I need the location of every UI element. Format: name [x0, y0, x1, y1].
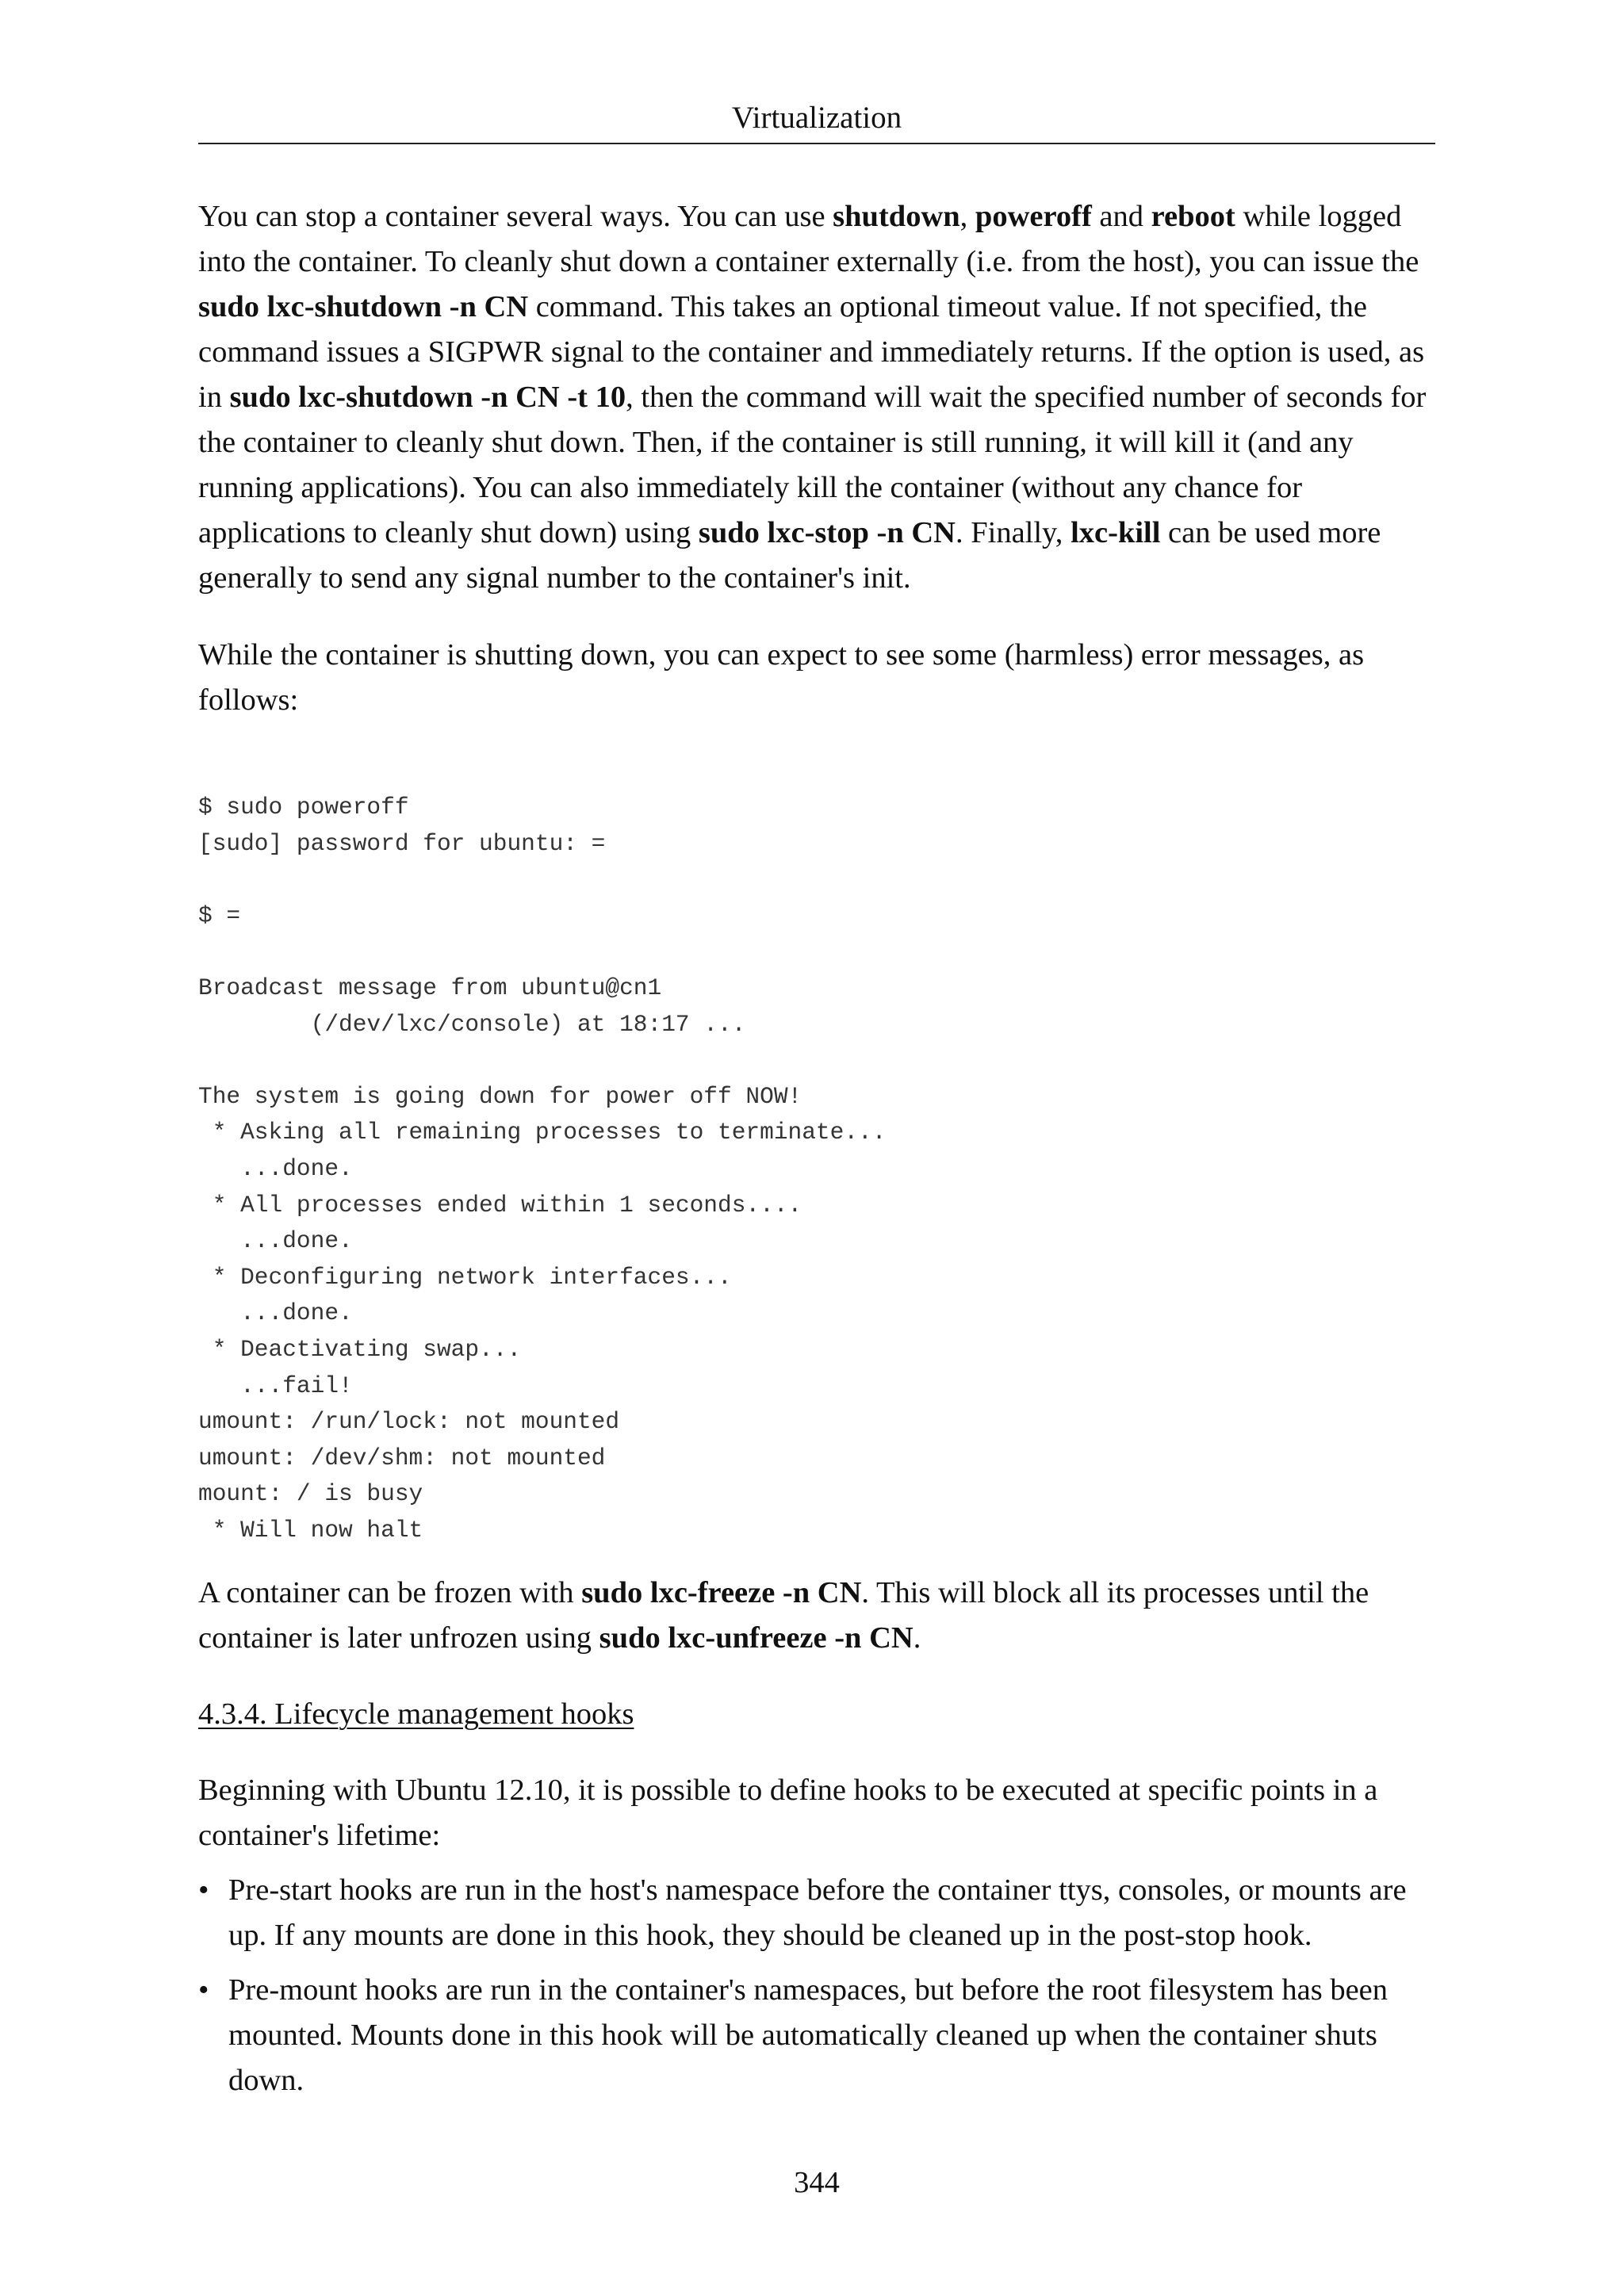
bold-command-lxc-stop: sudo lxc-stop -n CN — [698, 516, 956, 549]
text-run: . This will block all its processes until the container is later unfrozen using — [198, 1576, 1369, 1655]
list-item-text: Pre-mount hooks are run in the container's namespaces, but before the root filesystem has been mounted. Mounts done in this hook will be automatically cleaned up when the container shuts down. — [228, 1973, 1388, 2098]
text-run: . — [913, 1621, 921, 1655]
spacer — [198, 1548, 1435, 1571]
bold-term-reboot: reboot — [1151, 200, 1235, 233]
bullet-marker: • — [198, 1973, 209, 2007]
text-run: can be used more generally to send any signal number to the container's init. — [198, 516, 1381, 595]
bold-command-lxc-shutdown: sudo lxc-shutdown -n CN — [198, 290, 529, 323]
paragraph-shutdown-messages: While the container is shutting down, you can expect to see some (harmless) error messages, as follows: — [198, 638, 1365, 717]
document-page — [198, 0, 1435, 2296]
bold-term-poweroff: poweroff — [975, 200, 1092, 233]
text-run: , — [959, 200, 975, 233]
text-run: and — [1091, 200, 1151, 233]
paragraph-stopping-container — [198, 194, 1435, 601]
text-run: You can stop a container several ways. You can use — [198, 200, 833, 233]
bold-command-lxc-kill: lxc-kill — [1071, 516, 1161, 549]
list-item — [198, 1868, 1435, 1958]
bold-command-lxc-unfreeze: sudo lxc-unfreeze -n CN — [599, 1621, 914, 1655]
spacer — [198, 1661, 1435, 1692]
page-content — [198, 194, 1435, 2103]
bold-command-lxc-freeze: sudo lxc-freeze -n CN — [581, 1576, 862, 1610]
bullet-marker: • — [198, 1873, 209, 1908]
text-run: while logged into the container. To cleanly shut down a container externally (i.e. from the host), you can issue the — [198, 200, 1419, 278]
spacer — [198, 601, 1435, 633]
text-run: . Finally, — [955, 516, 1071, 549]
running-header: Virtualization — [731, 101, 902, 135]
list-item-text: Pre-start hooks are run in the host's namespace before the container ttys, consoles, or mounts are up. If any mounts are done in this hook, they should be cleaned up in the post-stop hook. — [228, 1873, 1407, 1953]
paragraph-freeze — [198, 1571, 1435, 1661]
text-run: command. This takes an optional timeout value. If not specified, the command issues a SIGPWR signal to the container and immediately returns. If the option is used, as in — [198, 290, 1425, 414]
spacer — [198, 1737, 1435, 1768]
page-number: 344 — [794, 2166, 840, 2199]
bold-term-shutdown: shutdown — [833, 200, 960, 233]
paragraph-hooks-intro: Beginning with Ubuntu 12.10, it is possible to define hooks to be executed at specific points in a container's lifetime: — [198, 1774, 1378, 1853]
text-run: , then the command will wait the specified number of seconds for the container to cleanly shut down. Then, if the container is still running, it will kill it (and any running applications). You can also immediately kill the container (without any chance for applications to cleanly shut down) using — [198, 381, 1427, 549]
code-block-poweroff-output: $ sudo poweroff [sudo] password for ubuntu: = $ = Broadcast message from ubuntu@cn1 (/dev/lxc/console) at 18:17 ... The system is going down for power off NOW! * Asking all remaining processes to terminate... ...done. * All processes ended within 1 seconds.... ...done. * Deconfiguring network interfaces... ...done. * Deactivating swap... ...fail! umount: /run/lock: not mounted umount: /dev/shm: not mounted mount: / is busy * Will now halt — [198, 794, 887, 1544]
spacer — [198, 1858, 1435, 1868]
bold-command-lxc-shutdown-timeout: sudo lxc-shutdown -n CN -t 10 — [229, 381, 626, 414]
text-run: A container can be frozen with — [198, 1576, 582, 1610]
section-heading: 4.3.4. Lifecycle management hooks — [198, 1697, 634, 1732]
code-block-wrapper — [198, 790, 1435, 1548]
header-divider — [198, 143, 1435, 144]
list-item — [198, 1968, 1435, 2103]
hooks-bullet-list — [198, 1868, 1435, 2103]
